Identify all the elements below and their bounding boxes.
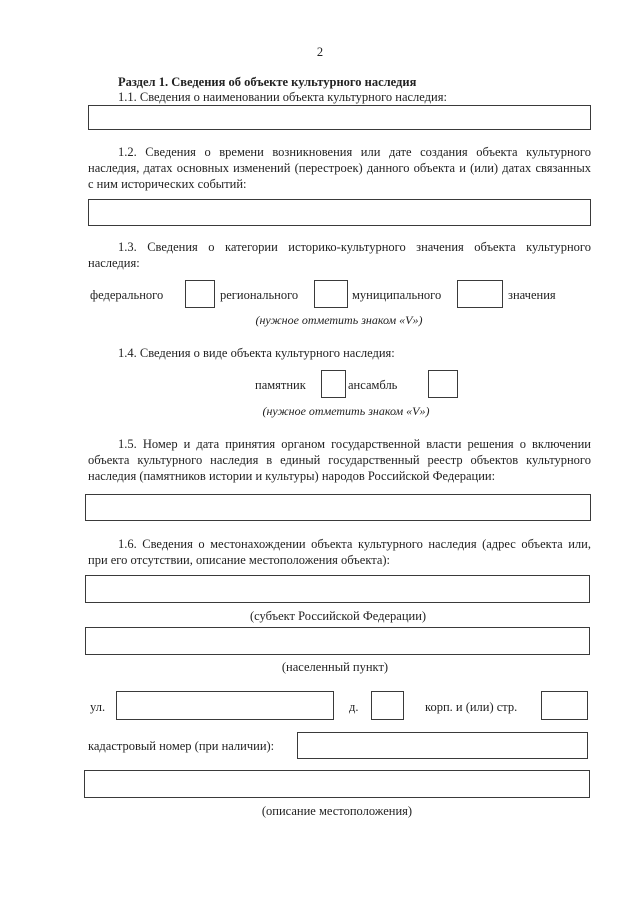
s1-5-line-1: 1.5. Номер и дата принятия органом государственной власти решения о включении	[118, 437, 591, 451]
cadastral-label: кадастровый номер (при наличии):	[88, 739, 275, 753]
s1-5-line-2: объекта культурного наследия в единый государственный реестр объектов культурного	[88, 453, 591, 467]
object-name-field[interactable]	[88, 105, 591, 130]
s1-4-note: (нужное отметить знаком «V»)	[262, 404, 430, 418]
locality-caption: (населенный пункт)	[281, 660, 389, 674]
ensemble-checkbox[interactable]	[428, 370, 458, 398]
house-label: д.	[349, 700, 359, 714]
subject-field[interactable]	[85, 575, 590, 603]
registry-decision-field[interactable]	[85, 494, 591, 521]
regional-checkbox[interactable]	[314, 280, 348, 308]
cadastral-number-field[interactable]	[297, 732, 588, 759]
s1-2-line-3: с ним исторических событий:	[88, 177, 247, 191]
federal-checkbox[interactable]	[185, 280, 215, 308]
locality-field[interactable]	[85, 627, 590, 655]
monument-checkbox[interactable]	[321, 370, 346, 398]
description-caption: (описание местоположения)	[261, 804, 413, 818]
option-monument-label: памятник	[255, 378, 306, 392]
street-field[interactable]	[116, 691, 334, 720]
option-regional-label: регионального	[220, 288, 299, 302]
option-municipal-label: муниципального	[352, 288, 442, 302]
location-description-field[interactable]	[84, 770, 590, 798]
municipal-checkbox[interactable]	[457, 280, 503, 308]
section-title: Раздел 1. Сведения об объекте культурного наследия	[118, 75, 417, 89]
s1-6-line-1: 1.6. Сведения о местонахождении объекта культурного наследия (адрес объекта или,	[118, 537, 591, 551]
street-label: ул.	[90, 700, 106, 714]
option-federal-label: федерального	[90, 288, 164, 302]
s1-3-note: (нужное отметить знаком «V»)	[255, 313, 423, 327]
s1-5-line-3: наследия (памятников истории и культуры) народов Российской Федерации:	[88, 469, 496, 483]
creation-date-field[interactable]	[88, 199, 591, 226]
s1-4-label: 1.4. Сведения о виде объекта культурного наследия:	[118, 346, 395, 360]
subject-caption: (субъект Российской Федерации)	[249, 609, 427, 623]
option-ensemble-label: ансамбль	[348, 378, 398, 392]
building-label: корп. и (или) стр.	[425, 700, 518, 714]
building-field[interactable]	[541, 691, 588, 720]
s1-1-label: 1.1. Сведения о наименовании объекта культурного наследия:	[118, 90, 447, 104]
s1-2-line-2: наследия, датах основных изменений (перестроек) данного объекта и (или) датах связанных	[88, 161, 591, 175]
s1-3-line-2: наследия:	[88, 256, 140, 270]
s1-3-line-1: 1.3. Сведения о категории историко-культурного значения объекта культурного	[118, 240, 591, 254]
option-significance-label: значения	[508, 288, 556, 302]
house-field[interactable]	[371, 691, 404, 720]
page-number: 2	[316, 45, 324, 59]
s1-6-line-2: при его отсутствии, описание местоположения объекта):	[88, 553, 391, 567]
s1-2-line-1: 1.2. Сведения о времени возникновения или дате создания объекта культурного	[118, 145, 591, 159]
